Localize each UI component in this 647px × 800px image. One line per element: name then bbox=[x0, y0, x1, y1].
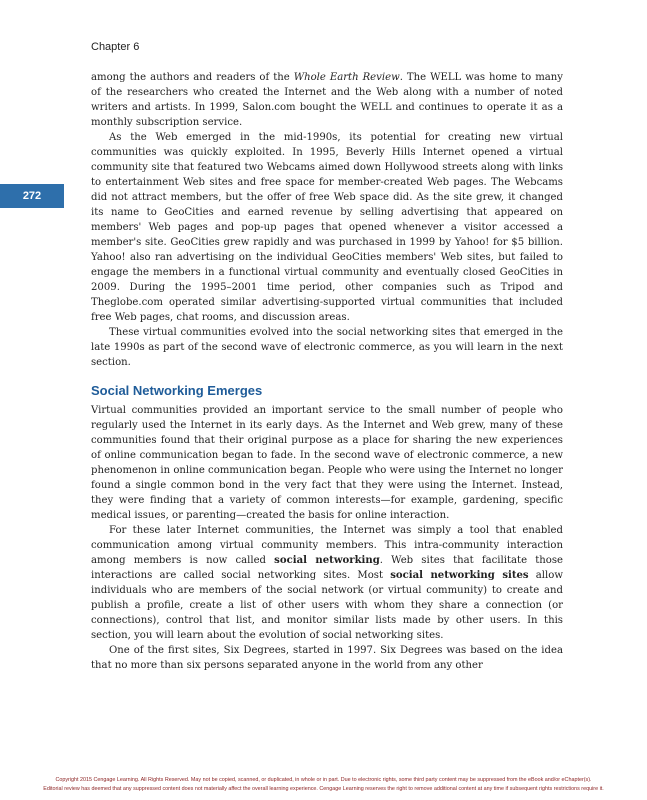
paragraph-text: For these later Internet communities, the Internet was simply a tool that enabled communication among virtual community members. This intra-community interaction among members is now called bbox=[91, 525, 563, 566]
paragraph: One of the first sites, Six Degrees, started in 1997. Six Degrees was based on the idea that no more than six persons separated anyone in the world from any other bbox=[91, 645, 563, 671]
key-term: social networking sites bbox=[390, 570, 529, 581]
paragraph-text: . The WELL was home to many of the researchers who created the Internet and the Web along with a number of noted writers and artists. In 1999, Salon.com bought the WELL and continues to operate it as a monthly subscription service. bbox=[91, 72, 564, 128]
chapter-label: Chapter 6 bbox=[91, 41, 140, 53]
page-number-tab: 272 bbox=[0, 184, 64, 208]
paragraph bbox=[91, 70, 563, 130]
copyright-footer bbox=[6, 776, 641, 794]
paragraph-text: . Web sites that facilitate those interactions are called social networking sites. Most bbox=[91, 555, 564, 581]
paragraph-text: among the authors and readers of the bbox=[91, 72, 294, 83]
paragraph bbox=[91, 523, 563, 643]
italic-title: Whole Earth Review bbox=[293, 72, 400, 83]
paragraph-text: allow individuals who are members of the social network (or virtual community) to create and publish a profile, create a list of other users with whom they share a connection (or connections), control that list, and monitor similar lists made by other users. In this section, you will learn about the evolution of social networking sites. bbox=[91, 570, 563, 641]
copyright-line: Copyright 2015 Cengage Learning. All Rights Reserved. May not be copied, scanned, or duplicated, in whole or in part. Due to electronic rights, some third party content may be suppressed from the eBook and/or eChapter(s). bbox=[55, 777, 592, 783]
paragraph: Virtual communities provided an important service to the small number of people who regularly used the Internet in its early days. As the Internet and Web grew, many of these communities found that their original purpose as a place for sharing the new experiences of online communication began to fade. In the second wave of electronic commerce, a new phenomenon in online communication began. People who were using the Internet no longer found a single common bond in the very fact that they were using the Internet. Instead, they were finding that a variety of common interests—for example, gardening, specific medical issues, or parenting—created the basis for online interaction. bbox=[91, 405, 563, 521]
paragraph: These virtual communities evolved into the social networking sites that emerged in the late 1990s as part of the second wave of electronic commerce, as you will learn in the next section. bbox=[91, 327, 563, 368]
key-term: social networking bbox=[274, 555, 380, 566]
page-body bbox=[91, 70, 563, 673]
paragraph: As the Web emerged in the mid-1990s, its potential for creating new virtual communities was quickly exploited. In 1995, Beverly Hills Internet opened a virtual community site that featured two Webcams aimed down Hollywood streets along with links to entertainment Web sites and free space for member-created Web pages. The Webcams did not attract members, but the offer of free Web space did. As the site grew, it changed its name to GeoCities and earned revenue by selling advertising that appeared on members' Web pages and pop-up pages that opened whenever a visitor accessed a member's site. GeoCities grew rapidly and was purchased in 1999 by Yahoo! for $5 billion. Yahoo! also ran advertising on the individual GeoCities members' Web sites, but failed to engage the members in a functional virtual community and eventually closed GeoCities in 2009. During the 1995–2001 time period, other companies such as Tripod and Theglobe.com operated similar advertising-supported virtual communities that included free Web pages, chat rooms, and discussion areas. bbox=[91, 132, 563, 323]
section-heading: Social Networking Emerges bbox=[91, 383, 263, 398]
copyright-line: Editorial review has deemed that any suppressed content does not materially affect the overall learning experience. Cengage Learning reserves the right to remove additional content at any time if subsequent rights restrictions require it. bbox=[43, 786, 604, 792]
